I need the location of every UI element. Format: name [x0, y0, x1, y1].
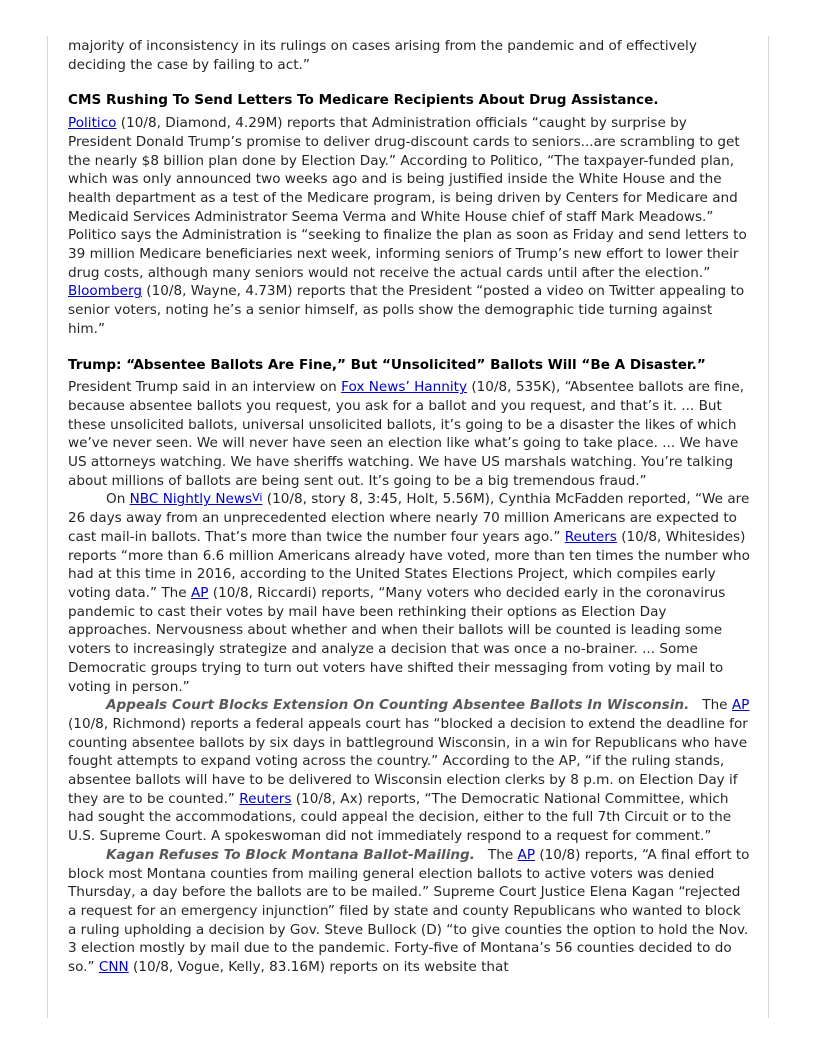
link-fox-news-hannity[interactable]: Fox News’ Hannity	[341, 379, 468, 396]
link-reuters[interactable]: Reuters	[239, 790, 292, 807]
subhead-montana: Kagan Refuses To Block Montana Ballot-Mailing.	[106, 846, 475, 863]
link-ap[interactable]: AP	[731, 697, 750, 714]
link-politico[interactable]: Politico	[68, 115, 117, 132]
story-headline-cms: CMS Rushing To Send Letters To Medicare Recipients About Drug Assistance.	[68, 92, 659, 109]
story-absentee-paragraph-1: President Trump said in an interview on Fox News’ Hannity (10/8, 535K), “Absentee ballots are fine, because absentee ballots you request, you ask for a ballot and you request, and that’s it. ... But these unsolicited ballots, universal unsolicited ballots, it’s going to be a disaster the likes of which we’ve never seen. We will never have seen an election like what’s going to take place. ... We have US attorneys watching. We have sheriffs watching. We have US marshals watching. You’re talking about millions of ballots are being sent out. It’s going to be a big tremendous fraud.”	[68, 379, 745, 489]
link-cnn[interactable]: CNN	[98, 959, 129, 976]
article-column	[68, 37, 750, 977]
link-reuters[interactable]: Reuters	[564, 528, 617, 545]
subhead-wisconsin: Appeals Court Blocks Extension On Counting Absentee Ballots In Wisconsin.	[106, 697, 690, 714]
link-bloomberg[interactable]: Bloomberg	[68, 283, 142, 300]
right-margin-rule	[768, 36, 769, 1018]
story-absentee-paragraph-2: On NBC Nightly News$^{Vi}$ (10/8, story 8, 3:45, Holt, 5.56M), Cynthia McFadden reported, “We are 26 days away from an unprecedented election where nearly 70 million Americans are expected to cast mail-in ballots. That’s more than twice the number four years ago.” Reuters (10/8, Whitesides) reports “more than 6.6 million Americans already have voted, more than ten times the number who had at this time in 2016, according to the United States Elections Project, which compiles early voting data.” The AP (10/8, Riccardi) reports, “Many voters who decided early in the coronavirus pandemic to cast their votes by mail have been rethinking their options as Election Day approaches. Nervousness about whether and when their ballots will be counted is leading some voters to increasingly strategize and analyze a decision that was once a no-brainer. ... Some Democratic groups trying to turn out voters have shifted their messaging from voting by mail to voting in person.”	[68, 491, 750, 695]
story-headline-absentee: Trump: “Absentee Ballots Are Fine,” But “Unsolicited” Ballots Will “Be A Disaster.”	[68, 356, 706, 373]
link-nbc-nightly-news[interactable]: NBC Nightly News	[129, 491, 253, 508]
continued-paragraph: majority of inconsistency in its rulings on cases arising from the pandemic and of effectively deciding the case by failing to act.”	[68, 38, 697, 73]
story-wisconsin-paragraph: Appeals Court Blocks Extension On Counting Absentee Ballots In Wisconsin. The AP (10/8, Richmond) reports a federal appeals court has “blocked a decision to extend the deadline for counting absentee ballots by six days in battleground Wisconsin, in a win for Republicans who have fought attempts to expand voting across the country.” According to the AP, “if the ruling stands, absentee ballots will have to be delivered to Wisconsin election clerks by 8 p.m. on Election Day if they are to be counted.” Reuters (10/8, Ax) reports, “The Democratic National Committee, which had sought the accommodations, could appeal the decision, either to the full 7th Circuit or to the U.S. Supreme Court. A spokeswoman did not immediately respond to a request for comment.”	[68, 697, 750, 845]
video-link-marker[interactable]: Vi	[252, 491, 263, 505]
left-margin-rule	[47, 36, 48, 1018]
link-ap[interactable]: AP	[517, 846, 536, 863]
story-cms-paragraph: Politico (10/8, Diamond, 4.29M) reports that Administration officials “caught by surprise by President Donald Trump’s promise to deliver drug-discount cards to seniors...are scrambling to get the nearly $8 billion plan done by Election Day.” According to Politico, “The taxpayer-funded plan, which was only announced two weeks ago and is being justified inside the White House and the health department as a test of the Medicare program, is being driven by Centers for Medicare and Medicaid Services Administrator Seema Verma and White House chief of staff Mark Meadows.” Politico says the Administration is “seeking to finalize the plan as soon as Friday and send letters to 39 million Medicare beneficiaries next week, informing seniors of Trump’s new effort to lower their drug costs, although many seniors would not receive the actual cards until after the election.” Bloomberg (10/8, Wayne, 4.73M) reports that the President “posted a video on Twitter appealing to senior voters, noting he’s a senior himself, as polls show the demographic tide turning against him.”	[68, 115, 747, 337]
link-ap[interactable]: AP	[190, 584, 209, 601]
story-montana-paragraph: Kagan Refuses To Block Montana Ballot-Mailing. The AP (10/8) reports, “A final effort to block most Montana counties from mailing general election ballots to active voters was denied Thursday, a day before the ballots are to be mailed.” Supreme Court Justice Elena Kagan “rejected a request for an emergency injunction” filed by state and county Republicans who wanted to block a ruling upholding a decision by Gov. Steve Bullock (D) “to give counties the option to hold the Nov. 3 election mostly by mail due to the pandemic. Forty-five of Montana’s 56 counties decided to do so.” CNN (10/8, Vogue, Kelly, 83.16M) reports on its website that	[68, 846, 750, 976]
